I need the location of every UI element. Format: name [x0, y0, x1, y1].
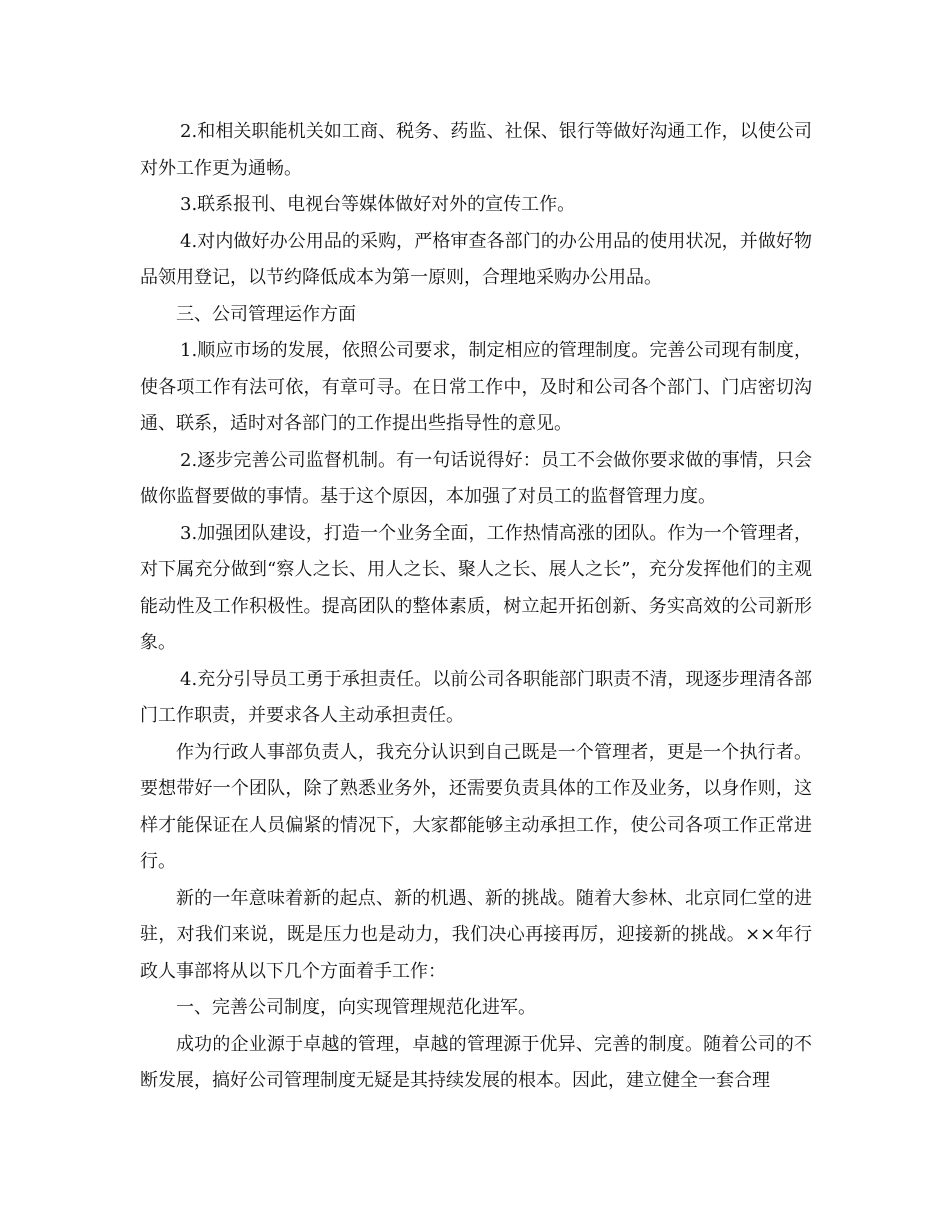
paragraph-item-2-supervision: 2.逐步完善公司监督机制。有一句话说得好：员工不会做你要求做的事情，只会做你监督要做的事情。基于这个原因，本加强了对员工的监督管理力度。	[140, 449, 812, 507]
section-heading-improve-system: 一、完善公司制度，向实现管理规范化进军。	[176, 997, 536, 1018]
section-heading-management: 三、公司管理运作方面	[176, 303, 356, 325]
paragraph-item-4-office-supplies: 4.对内做好办公用品的采购，严格审查各部门的办公用品的使用状况，并做好物品领用登记，以节约降低成本为第一原则，合理地采购办公用品。	[140, 230, 812, 288]
paragraph-self-reflection: 作为行政人事部负责人，我充分认识到自己既是一个管理者，更是一个执行者。要想带好一个团队，除了熟悉业务外，还需要负责具体的工作及业务，以身作则，这样才能保证在人员偏紧的情况下，大家都能够主动承担工作，使公司各项工作正常进行。	[140, 741, 812, 872]
paragraph-item-3-team: 3.加强团队建设，打造一个业务全面，工作热情高涨的团队。作为一个管理者，对下属充分做到“察人之长、用人之长、聚人之长、展人之长”，充分发挥他们的主观能动性及工作积极性。提高团队的整体素质，树立起开拓创新、务实高效的公司新形象。	[140, 522, 812, 653]
paragraph-item-3-media: 3.联系报刊、电视台等媒体做好对外的宣传工作。	[180, 194, 576, 215]
paragraph-successful-enterprise: 成功的企业源于卓越的管理，卓越的管理源于优异、完善的制度。随着公司的不断发展，搞好公司管理制度无疑是其持续发展的根本。因此，建立健全一套合理	[140, 1033, 812, 1091]
paragraph-new-year: 新的一年意味着新的起点、新的机遇、新的挑战。随着大参林、北京同仁堂的进驻，对我们来说，既是压力也是动力，我们决心再接再厉，迎接新的挑战。××年行政人事部将从以下几个方面着手工作：	[140, 887, 812, 982]
paragraph-item-1-regulations: 1.顺应市场的发展，依照公司要求，制定相应的管理制度。完善公司现有制度，使各项工作有法可依，有章可寻。在日常工作中，及时和公司各个部门、门店密切沟通、联系，适时对各部门的工作提出些指导性的意见。	[140, 340, 812, 434]
paragraph-item-4-responsibility: 4.充分引导员工勇于承担责任。以前公司各职能部门职责不清，现逐步理清各部门工作职责，并要求各人主动承担责任。	[140, 668, 812, 726]
paragraph-item-2-communication: 2.和相关职能机关如工商、税务、药监、社保、银行等做好沟通工作，以使公司对外工作更为通畅。	[140, 121, 812, 179]
document-page	[140, 114, 812, 1100]
